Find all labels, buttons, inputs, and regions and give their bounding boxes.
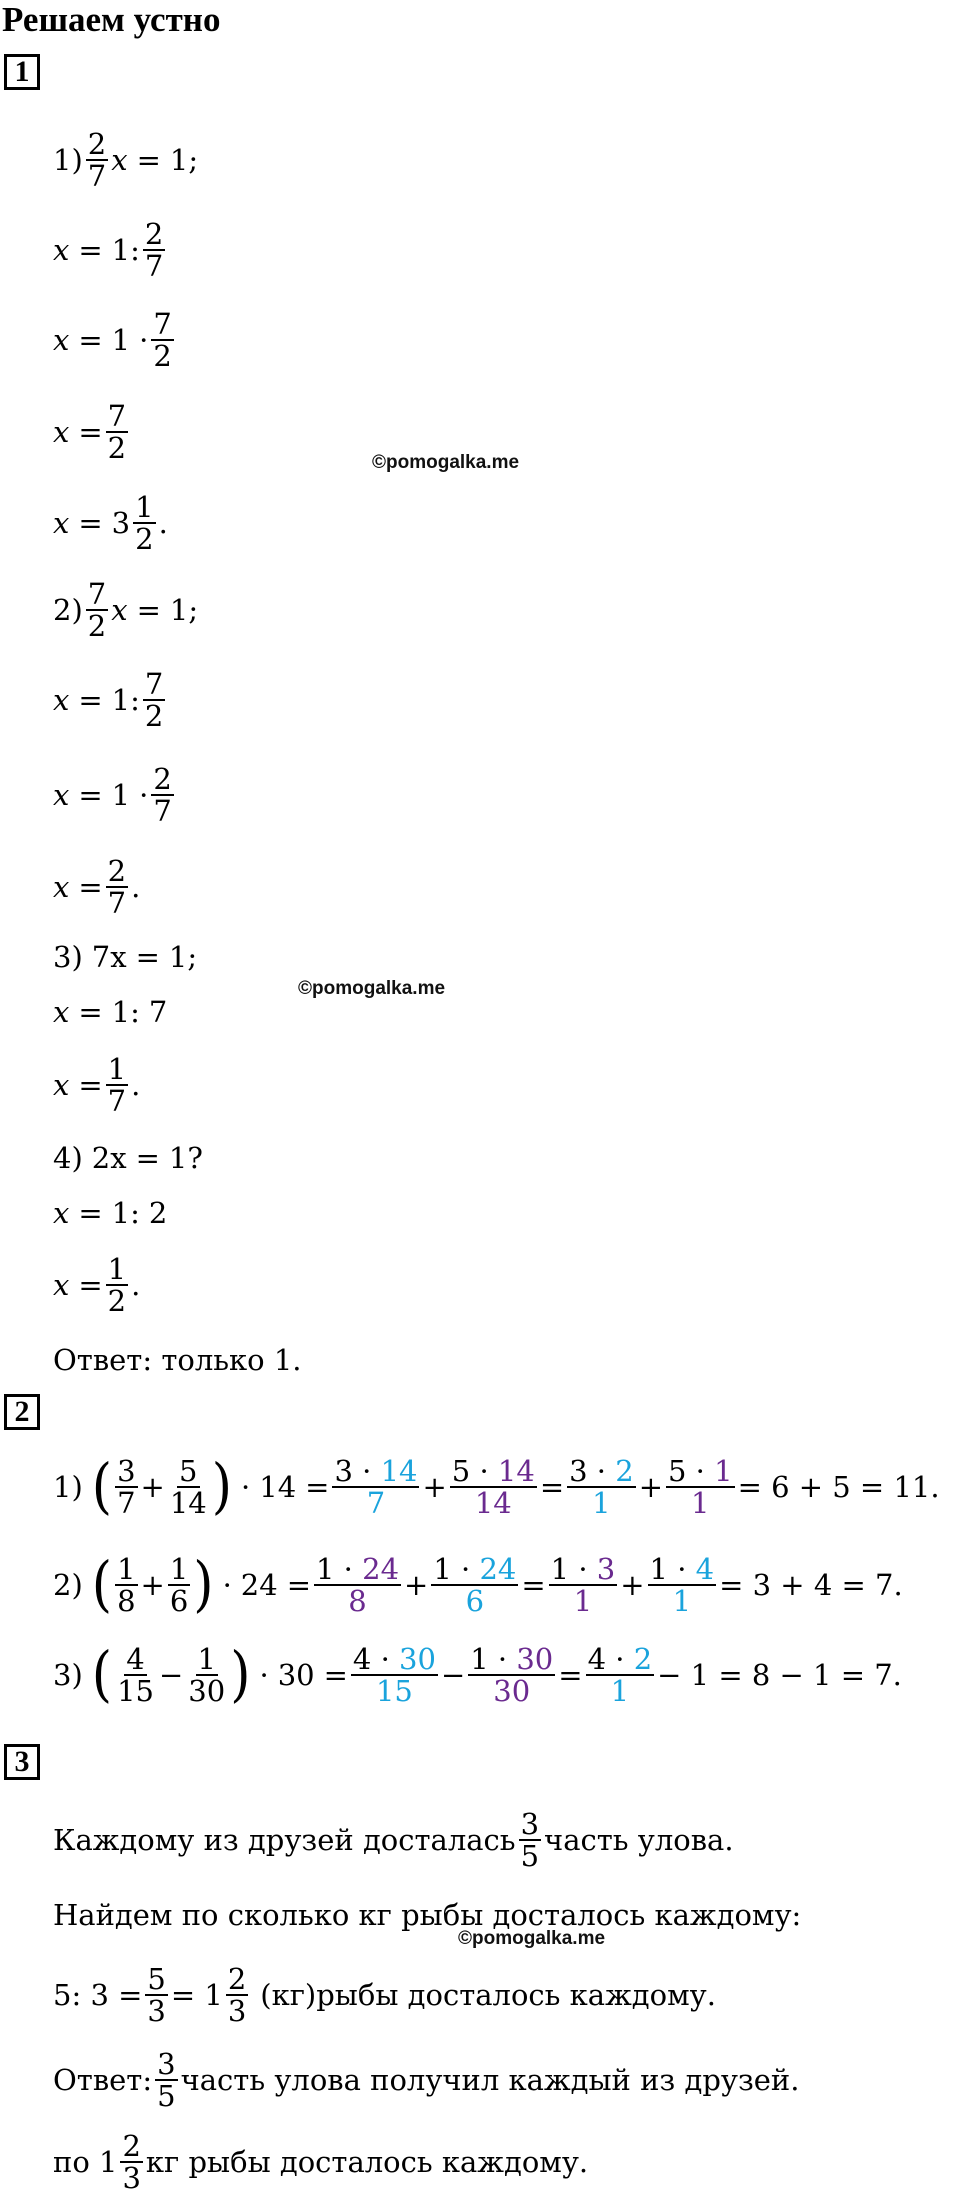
t1-line-12: x = $\frac{1}{7}$ . [53, 1051, 141, 1118]
t1-line-4: x = $\frac{7}{2}$ [53, 398, 127, 465]
t3-line-1: Каждому из друзей досталась $\frac{3}{5}$ часть улова. [53, 1806, 734, 1873]
t2-row-1: 1) ( $\frac{3}{7}$ + $\frac{5}{14}$ ) · 14 = $\frac{3 \cdot 14}{7}$ + $\frac{5 \cdot 14}{14}$ = $\frac{3 \cdot 2}{1}$ + $\frac{5 \cdot 1}{1}$ = 6 + 5 = 11. [53, 1452, 940, 1522]
t2-row-2: 2) ( $\frac{1}{8}$ + $\frac{1}{6}$ ) · 24 = $\frac{1 \cdot 24}{8}$ + $\frac{1 \cdot 24}{6}$ = $\frac{1 \cdot 3}{1}$ + $\frac{1 \cdot 4}{1}$ = 3 + 4 = 7. [53, 1550, 903, 1620]
t3-line-4: Ответ: $\frac{3}{5}$ часть улова получил каждый из друзей. [53, 2046, 800, 2113]
t1-line-2: x = 1 : $\frac{2}{7}$ [53, 216, 164, 283]
watermark: ©pomogalka.me [372, 452, 520, 473]
t1-line-11: x = 1 : 7 [53, 995, 168, 1029]
t1-line-10: 3) 7x = 1 ; [53, 940, 198, 974]
task-number-3: 3 [4, 1744, 40, 1780]
t1-line-6: 2) $\frac{7}{2}$ x = 1 ; [53, 576, 199, 643]
t1-answer: Ответ: только 1. [53, 1343, 302, 1377]
t1-line-3: x = 1 · $\frac{7}{2}$ [53, 306, 172, 373]
t3-line-3: 5: 3 = $\frac{5}{3}$ = 1 $\frac{2}{3}$ (кг)рыбы досталось каждому. [53, 1961, 716, 2028]
watermark: ©pomogalka.me [458, 1928, 606, 1949]
t1-line-13: 4) 2x = 1 ? [53, 1141, 203, 1175]
page-title: Решаем устно [2, 0, 221, 39]
t1-line-9: x = $\frac{2}{7}$ . [53, 853, 141, 920]
task-number-2: 2 [4, 1394, 40, 1430]
task-number-1: 1 [4, 54, 40, 90]
t3-line-2: Найдем по сколько кг рыбы досталось каждому: [53, 1898, 802, 1932]
t1-line-7: x = 1 : $\frac{7}{2}$ [53, 666, 164, 733]
t2-row-3: 3) ( $\frac{4}{15}$ − $\frac{1}{30}$ ) · 30 = $\frac{4 \cdot 30}{15}$ − $\frac{1 \cdot 30}{30}$ = $\frac{4 \cdot 2}{1}$ − 1 = 8 − 1 = 7. [53, 1640, 902, 1710]
t1-line-8: x = 1 · $\frac{2}{7}$ [53, 761, 172, 828]
t1-line-5: x = 3 $\frac{1}{2}$ . [53, 489, 168, 556]
t1-line-1: 1) $\frac{2}{7}$ x = 1 ; [53, 126, 199, 193]
t3-line-5: по 1 $\frac{2}{3}$ кг рыбы досталось каждому. [53, 2128, 589, 2195]
t1-line-15: x = $\frac{1}{2}$ . [53, 1251, 141, 1318]
t1-line-14: x = 1 : 2 [53, 1196, 168, 1230]
watermark: ©pomogalka.me [298, 978, 446, 999]
